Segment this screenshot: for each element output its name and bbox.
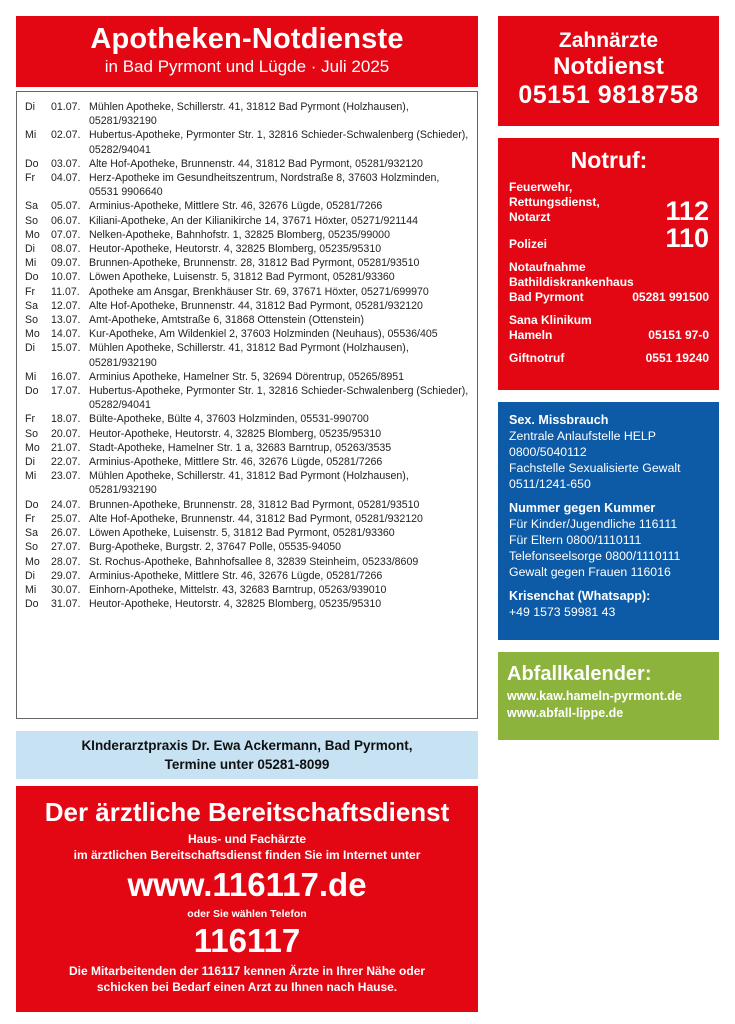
pharmacy-row [17, 299, 477, 313]
pharmacy-row [17, 341, 477, 369]
missbrauch-heading: Sex. Missbrauch [509, 413, 609, 427]
pharmacy-text: Arminius Apotheke, Hamelner Str. 5, 32694 Dörentrup, 05265/8951 [89, 370, 405, 383]
kummer-eltern: Für Eltern 0800/1110111 [509, 533, 642, 547]
pharmacy-date: 05.07. [51, 200, 81, 213]
pharmacy-row [17, 512, 477, 526]
fachstelle-line1: Fachstelle Sexualisierte Gewalt [509, 461, 681, 475]
pharmacy-day: Mi [25, 470, 37, 483]
pharmacy-text: Stadt-Apotheke, Hamelner Str. 1 a, 32683 Barntrup, 05263/3535 [89, 441, 392, 454]
pharmacy-row [17, 128, 477, 156]
pharmacy-text: Brunnen-Apotheke, Brunnenstr. 28, 31812 Bad Pyrmont, 05281/93510 [89, 257, 420, 270]
pharmacy-date: 23.07. [51, 470, 81, 483]
polizei-number: 110 [665, 223, 709, 253]
sana-number: 05151 97-0 [648, 328, 709, 342]
pharmacy-day: So [25, 214, 38, 227]
pharmacy-date: 29.07. [51, 569, 81, 582]
pharmacy-date: 26.07. [51, 527, 81, 540]
bereitschaft-sub2: im ärztlichen Bereitschaftsdienst finden Sie im Internet unter [73, 848, 421, 862]
fachstelle-line2: 0511/1241-650 [509, 477, 591, 491]
bereitschaft-foot1: Die Mitarbeitenden der 116117 kennen Ärzte in Ihrer Nähe oder [68, 964, 426, 978]
zahnaerzte-box [498, 16, 719, 126]
pharmacy-date: 11.07. [51, 285, 80, 298]
pharmacy-date: 28.07. [51, 555, 81, 568]
pharmacy-row [17, 498, 477, 512]
pharmacy-date: 22.07. [51, 456, 81, 469]
gift-row [509, 351, 709, 366]
pharmacy-day: Do [25, 157, 39, 170]
notruf-polizei-row [509, 225, 709, 252]
pharmacy-day: Do [25, 598, 39, 611]
notaufnahme-place: Bad Pyrmont [509, 290, 584, 304]
pharmacy-day: Do [25, 498, 39, 511]
pharmacy-row [17, 412, 477, 426]
zahnaerzte-line2: Notdienst [553, 53, 664, 80]
polizei-label: Polizei [509, 237, 548, 251]
pharmacy-row [17, 285, 477, 299]
pharmacy-text: Löwen Apotheke, Luisenstr. 5, 31812 Bad Pyrmont, 05281/93360 [89, 271, 395, 284]
kinderarzt-line2: Termine unter 05281-8099 [164, 757, 330, 772]
abfall-link-lippe[interactable]: www.abfall-lippe.de [507, 706, 624, 720]
pharmacy-date: 06.07. [51, 214, 81, 227]
pharmacy-day: Mo [25, 555, 40, 568]
pharmacy-day: So [25, 427, 38, 440]
pharmacy-date: 02.07. [51, 129, 81, 142]
apotheken-header [16, 16, 478, 87]
pharmacy-date: 31.07. [51, 598, 81, 611]
pharmacy-row [17, 199, 477, 213]
pharmacy-row [17, 469, 477, 497]
kinderarzt-line1: KInderarztpraxis Dr. Ewa Ackermann, Bad Pyrmont, [81, 738, 413, 753]
pharmacy-text: Heutor-Apotheke, Heutorstr. 4, 32825 Blomberg, 05235/95310 [89, 427, 382, 440]
pharmacy-text: Brunnen-Apotheke, Brunnenstr. 28, 31812 Bad Pyrmont, 05281/93510 [89, 498, 420, 511]
pharmacy-date: 09.07. [51, 257, 81, 270]
pharmacy-text: Heutor-Apotheke, Heutorstr. 4, 32825 Blomberg, 05235/95310 [89, 598, 382, 611]
pharmacy-date: 12.07. [51, 299, 81, 312]
notruf-feuerwehr-row [509, 180, 709, 225]
feuerwehr-label: Feuerwehr, Rettungsdienst, Notarzt [509, 180, 600, 224]
pharmacy-day: So [25, 314, 38, 327]
notaufnahme-number: 05281 991500 [632, 290, 709, 304]
pharmacy-date: 14.07. [51, 328, 81, 341]
pharmacy-text: Arminius-Apotheke, Mittlere Str. 46, 32676 Lügde, 05281/7266 [89, 569, 383, 582]
pharmacy-row [17, 597, 477, 611]
apotheken-subtitle: in Bad Pyrmont und Lügde · Juli 2025 [104, 57, 390, 76]
pharmacy-text: Burg-Apotheke, Burgstr. 2, 37647 Polle, 05535-94050 [89, 541, 342, 554]
pharmacy-row [17, 242, 477, 256]
pharmacy-text: Amt-Apotheke, Amtstraße 6, 31868 Ottenstein (Ottenstein) [89, 314, 364, 327]
bereitschaft-title: Der ärztliche Bereitschaftsdienst [44, 797, 450, 827]
pharmacy-text: Mühlen Apotheke, Schillerstr. 41, 31812 Bad Pyrmont (Holzhausen), 05281/932190 [89, 342, 409, 369]
pharmacy-text: Nelken-Apotheke, Bahnhofstr. 1, 32825 Blomberg, 05235/99000 [89, 228, 390, 241]
pharmacy-row [17, 569, 477, 583]
pharmacy-text: Mühlen Apotheke, Schillerstr. 41, 31812 Bad Pyrmont (Holzhausen), 05281/932190 [89, 101, 409, 128]
pharmacy-day: Fr [25, 413, 35, 426]
notruf-box [498, 138, 719, 390]
pharmacy-row [17, 100, 477, 128]
gift-number: 0551 19240 [645, 351, 709, 365]
pharmacy-day: Sa [25, 527, 38, 540]
bereitschaft-sub1: Haus- und Fachärzte [187, 832, 307, 846]
pharmacy-day: Fr [25, 172, 35, 185]
notaufnahme-label: Notaufnahme Bathildiskrankenhaus [509, 260, 634, 289]
pharmacy-row [17, 171, 477, 199]
pharmacy-date: 10.07. [51, 271, 81, 284]
bereitschaft-url[interactable]: www.116117.de [127, 866, 367, 903]
sana-number-row [509, 328, 709, 343]
pharmacy-day: Mi [25, 257, 37, 270]
pharmacy-text: Alte Hof-Apotheke, Brunnenstr. 44, 31812 Bad Pyrmont, 05281/932120 [89, 157, 423, 170]
pharmacy-date: 24.07. [51, 498, 81, 511]
pharmacy-day: Di [25, 342, 36, 355]
bereitschaft-foot2: schicken bei Bedarf einen Arzt zu Ihnen nach Hause. [96, 980, 398, 994]
pharmacy-date: 18.07. [51, 413, 81, 426]
pharmacy-date: 21.07. [51, 441, 81, 454]
notaufnahme-row [509, 260, 709, 290]
pharmacy-text: Bülte-Apotheke, Bülte 4, 37603 Holzminden, 05531-990700 [89, 413, 369, 426]
pharmacy-row [17, 441, 477, 455]
pharmacy-day: Sa [25, 200, 38, 213]
pharmacy-text: Arminius-Apotheke, Mittlere Str. 46, 32676 Lügde, 05281/7266 [89, 456, 383, 469]
apotheken-list [16, 91, 478, 719]
pharmacy-text: Kiliani-Apotheke, An der Kilianikirche 14, 37671 Höxter, 05271/921144 [89, 214, 419, 227]
help-line2: 0800/5040112 [509, 445, 587, 459]
sana-place: Hameln [509, 328, 553, 342]
pharmacy-date: 30.07. [51, 583, 81, 596]
gewalt-frauen: Gewalt gegen Frauen 116016 [509, 565, 671, 579]
notaufnahme-number-row [509, 290, 709, 305]
pharmacy-date: 20.07. [51, 427, 81, 440]
pharmacy-day: Di [25, 569, 36, 582]
hilfe-box [498, 402, 719, 640]
kummer-kinder: Für Kinder/Jugendliche 116111 [509, 517, 678, 531]
pharmacy-day: Di [25, 456, 36, 469]
pharmacy-date: 01.07. [51, 101, 81, 113]
pharmacy-row [17, 455, 477, 469]
pharmacy-day: Di [25, 101, 36, 113]
telefonseelsorge: Telefonseelsorge 0800/1110111 [509, 549, 681, 563]
kinderarzt-box [16, 731, 478, 779]
pharmacy-day: Mo [25, 441, 40, 454]
pharmacy-day: Mi [25, 583, 37, 596]
pharmacy-row [17, 313, 477, 327]
pharmacy-row [17, 526, 477, 540]
feuerwehr-number: 112 [665, 196, 709, 226]
pharmacy-text: Arminius-Apotheke, Mittlere Str. 46, 32676 Lügde, 05281/7266 [89, 200, 383, 213]
krisenchat-heading: Krisenchat (Whatsapp): [509, 589, 651, 603]
pharmacy-day: Mo [25, 228, 40, 241]
bereitschaft-phone: 116117 [193, 922, 301, 959]
pharmacy-row [17, 555, 477, 569]
bereitschaft-box [16, 786, 478, 1012]
pharmacy-row [17, 370, 477, 384]
pharmacy-day: Do [25, 385, 39, 398]
pharmacy-day: Fr [25, 285, 35, 298]
pharmacy-row [17, 214, 477, 228]
help-line1: Zentrale Anlaufstelle HELP [509, 429, 656, 443]
gift-label: Giftnotruf [509, 351, 565, 365]
pharmacy-text: Herz-Apotheke im Gesundheitszentrum, Nordstraße 8, 37603 Holzminden, 05531 9906640 [89, 172, 440, 199]
pharmacy-date: 16.07. [51, 370, 81, 383]
pharmacy-date: 07.07. [51, 228, 81, 241]
krisenchat-number: +49 1573 59981 43 [509, 605, 616, 619]
pharmacy-row [17, 427, 477, 441]
pharmacy-date: 03.07. [51, 157, 81, 170]
zahnaerzte-phone: 05151 9818758 [518, 81, 699, 109]
pharmacy-row [17, 583, 477, 597]
pharmacy-text: Löwen Apotheke, Luisenstr. 5, 31812 Bad Pyrmont, 05281/93360 [89, 527, 395, 540]
pharmacy-date: 27.07. [51, 541, 81, 554]
pharmacy-text: Alte Hof-Apotheke, Brunnenstr. 44, 31812 Bad Pyrmont, 05281/932120 [89, 512, 423, 525]
pharmacy-day: Do [25, 271, 39, 284]
pharmacy-text: Alte Hof-Apotheke, Brunnenstr. 44, 31812 Bad Pyrmont, 05281/932120 [89, 299, 423, 312]
pharmacy-day: So [25, 541, 38, 554]
abfall-title: Abfallkalender: [507, 663, 652, 685]
pharmacy-date: 04.07. [51, 172, 81, 185]
pharmacy-date: 25.07. [51, 512, 81, 525]
notruf-title: Notruf: [570, 147, 648, 173]
apotheken-title: Apotheken-Notdienste [90, 23, 404, 55]
bereitschaft-oder: oder Sie wählen Telefon [187, 908, 307, 920]
sana-label: Sana Klinikum [509, 313, 592, 327]
pharmacy-text: Mühlen Apotheke, Schillerstr. 41, 31812 Bad Pyrmont (Holzhausen), 05281/932190 [89, 470, 409, 497]
pharmacy-text: Hubertus-Apotheke, Pyrmonter Str. 1, 32816 Schieder-Schwalenberg (Schieder), 05282/94041 [89, 385, 469, 412]
pharmacy-text: Einhorn-Apotheke, Mittelstr. 43, 32683 Barntrup, 05263/939010 [89, 583, 387, 596]
pharmacy-date: 17.07. [51, 385, 81, 398]
abfall-box [498, 652, 719, 740]
pharmacy-text: Kur-Apotheke, Am Wildenkiel 2, 37603 Holzminden (Neuhaus), 05536/405 [89, 328, 438, 341]
pharmacy-day: Sa [25, 299, 38, 312]
pharmacy-row [17, 157, 477, 171]
pharmacy-day: Di [25, 243, 36, 256]
zahnaerzte-line1: Zahnärzte [558, 29, 659, 52]
pharmacy-row [17, 228, 477, 242]
pharmacy-date: 13.07. [51, 314, 81, 327]
pharmacy-date: 08.07. [51, 243, 81, 256]
pharmacy-row [17, 540, 477, 554]
pharmacy-day: Mo [25, 328, 40, 341]
sana-row [509, 313, 709, 328]
pharmacy-text: St. Rochus-Apotheke, Bahnhofsallee 8, 32839 Steinheim, 05233/8609 [89, 555, 419, 568]
pharmacy-text: Heutor-Apotheke, Heutorstr. 4, 32825 Blomberg, 05235/95310 [89, 243, 382, 256]
pharmacy-row [17, 384, 477, 412]
pharmacy-row [17, 256, 477, 270]
pharmacy-row [17, 270, 477, 284]
pharmacy-row [17, 327, 477, 341]
pharmacy-text: Hubertus-Apotheke, Pyrmonter Str. 1, 32816 Schieder-Schwalenberg (Schieder), 05282/94041 [89, 129, 469, 156]
pharmacy-day: Fr [25, 512, 35, 525]
pharmacy-date: 15.07. [51, 342, 81, 355]
abfall-link-kaw[interactable]: www.kaw.hameln-pyrmont.de [507, 689, 682, 703]
pharmacy-day: Mi [25, 129, 37, 142]
pharmacy-day: Mi [25, 370, 37, 383]
pharmacy-text: Apotheke am Ansgar, Brenkhäuser Str. 69, 37671 Höxter, 05271/699970 [89, 285, 429, 298]
kummer-heading: Nummer gegen Kummer [509, 501, 656, 515]
